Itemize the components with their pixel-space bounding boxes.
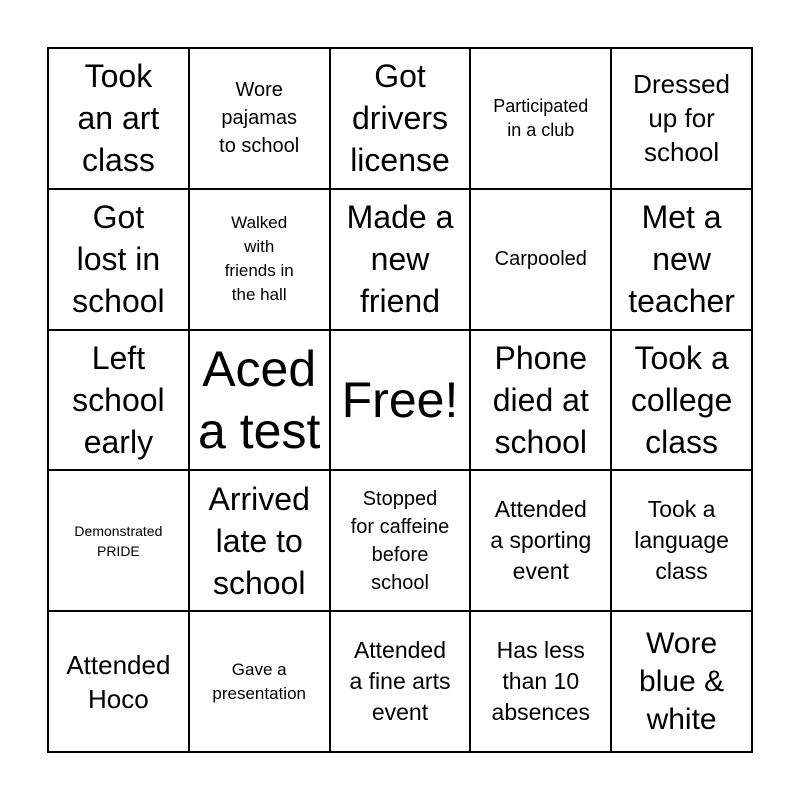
cell-label: Took an art class [77,58,160,179]
cell-label: Attended a sporting event [490,496,592,585]
bingo-cell-2[interactable] [189,48,330,189]
bingo-cell-9[interactable] [470,189,611,330]
bingo-cell-16[interactable] [48,470,189,611]
bingo-cell-18[interactable] [330,470,471,611]
bingo-cell-5[interactable] [611,48,752,189]
cell-label: Gave a presentation [212,659,306,703]
bingo-cell-23[interactable] [330,611,471,752]
cell-label: Wore pajamas to school [219,79,300,158]
free-space-label: Free! [341,371,459,428]
cell-label: Attended Hoco [66,649,171,714]
bingo-cell-7[interactable] [189,189,330,330]
cell-label: Got lost in school [72,199,165,320]
cell-label: Walked with friends in the hall [224,213,294,305]
bingo-cell-10[interactable] [611,189,752,330]
cell-label: Wore blue & white [639,626,725,736]
bingo-cell-4[interactable] [470,48,611,189]
bingo-cell-12[interactable] [189,330,330,471]
cell-label: Participated in a club [493,96,589,141]
bingo-cell-6[interactable] [48,189,189,330]
bingo-cell-19[interactable] [470,470,611,611]
cell-label: Aced a test [198,340,321,459]
bingo-cell-11[interactable] [48,330,189,471]
bingo-cell-15[interactable] [611,330,752,471]
cell-label: Dressed up for school [633,69,730,168]
bingo-cell-21[interactable] [48,611,189,752]
cell-label: Has less than 10 absences [491,637,591,726]
bingo-cell-1[interactable] [48,48,189,189]
bingo-cell-25[interactable] [611,611,752,752]
bingo-cell-14[interactable] [470,330,611,471]
bingo-cell-22[interactable] [189,611,330,752]
cell-label: Phone died at school [492,339,589,460]
cell-label: Met a new teacher [628,199,735,320]
cell-label: Stopped for caffeine before school [350,487,450,594]
cell-label: Took a language class [634,496,729,585]
cell-label: Took a college class [630,339,733,460]
bingo-cell-3[interactable] [330,48,471,189]
cell-label: Demonstrated PRIDE [74,522,163,559]
cell-label: Carpooled [494,248,587,271]
cell-label: Made a new friend [346,199,454,320]
bingo-cell-17[interactable] [189,470,330,611]
cell-label: Attended a fine arts event [349,637,451,726]
cell-label: Arrived late to school [208,480,310,601]
cell-label: Left school early [72,339,165,460]
bingo-cell-20[interactable] [611,470,752,611]
bingo-board [47,47,753,753]
bingo-cell-24[interactable] [470,611,611,752]
bingo-cell-8[interactable] [330,189,471,330]
bingo-cell-free[interactable] [330,330,471,471]
cell-label: Got drivers license [350,58,450,179]
